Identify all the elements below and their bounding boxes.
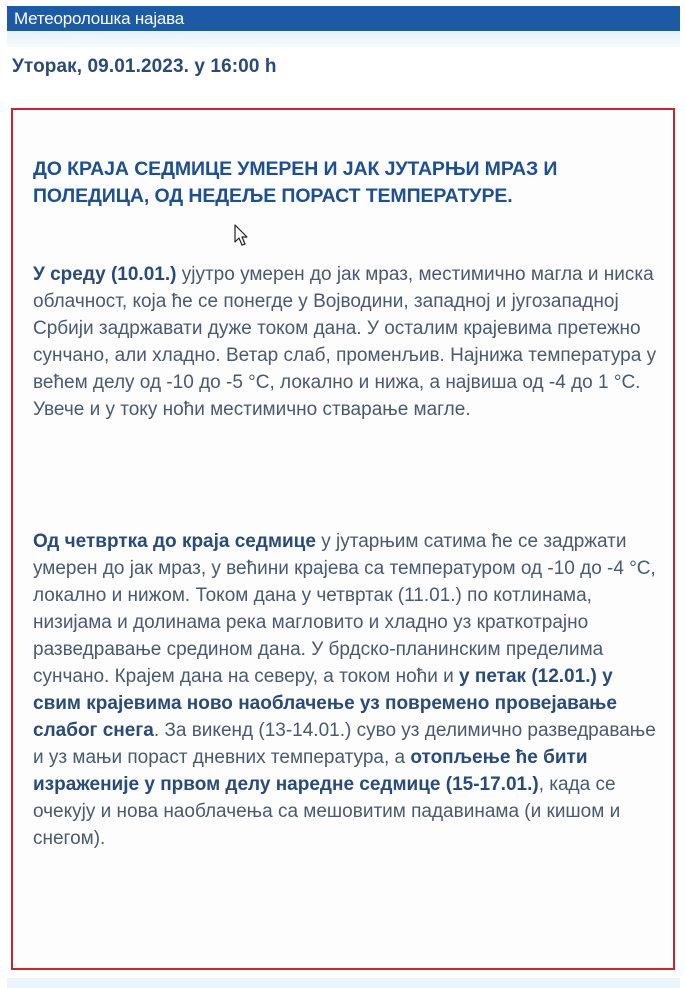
section-header	[7, 6, 680, 31]
header-divider-strip	[7, 31, 680, 47]
forecast-box	[11, 108, 675, 970]
forecast-paragraph-thursday-to-weekend	[33, 528, 663, 852]
paragraph-lead-wednesday: У среду (10.01.)	[33, 264, 177, 285]
paragraph-text-end: , када се очекују и нова наоблачења са мешовитим падавинама (и кишом и снегом).	[33, 774, 621, 849]
forecast-date: Уторак, 09.01.2023. у 16:00 h	[12, 56, 277, 77]
mouse-cursor-icon	[234, 224, 250, 248]
forecast-headline: ДО КРАЈА СЕДМИЦЕ УМЕРЕН И ЈАК ЈУТАРЊИ МРАЗ И ПОЛЕДИЦА, ОД НЕДЕЉЕ ПОРАСТ ТЕМПЕРАТУРЕ.	[33, 158, 558, 207]
paragraph-text-weekend: . За викенд (13-14.01.) суво уз делимично разведравање и уз мањи пораст дневних температура, а	[33, 720, 656, 768]
footer-strip	[7, 978, 680, 988]
paragraph-bold-warming: отопљење ће бити израженије у првом делу наредне седмице (15-17.01.)	[33, 747, 588, 795]
section-title: Метеоролошка најава	[14, 9, 185, 28]
paragraph-text-thursday-1: у јутарњим сатима ће се задржати умерен до јак мраз, у већини крајева са температуром од -10 до -4 °C, локално и нижом. Током дана у четвртак (11.01.) по котлинама, низијама и долинама река магловито и хладно уз краткотрајно разведравање средином дана. У брдско-планинским пределима сунчано. Крајем дана на северу, а током ноћи и	[33, 531, 656, 687]
forecast-paragraph-wednesday	[33, 261, 663, 423]
paragraph-lead-thursday: Од четвртка до краја седмице	[33, 531, 316, 552]
paragraph-bold-friday: у петак (12.01.) у свим крајевима ново наоблачење уз повремено провејавање слабог снега	[33, 666, 617, 741]
paragraph-text-wednesday: ујутро умерен до јак мраз, местимично магла и ниска облачност, која ће се понегде у Војводини, западној и југозападној Србији задржавати дуже током дана. У осталим крајевима претежно сунчано, али хладно. Ветар слаб, променљив. Најнижа температура у већем делу од -10 до -5 °C, локално и нижа, а највиша од -4 до 1 °C. Увече и у току ноћи местимично стварање магле.	[33, 264, 657, 420]
